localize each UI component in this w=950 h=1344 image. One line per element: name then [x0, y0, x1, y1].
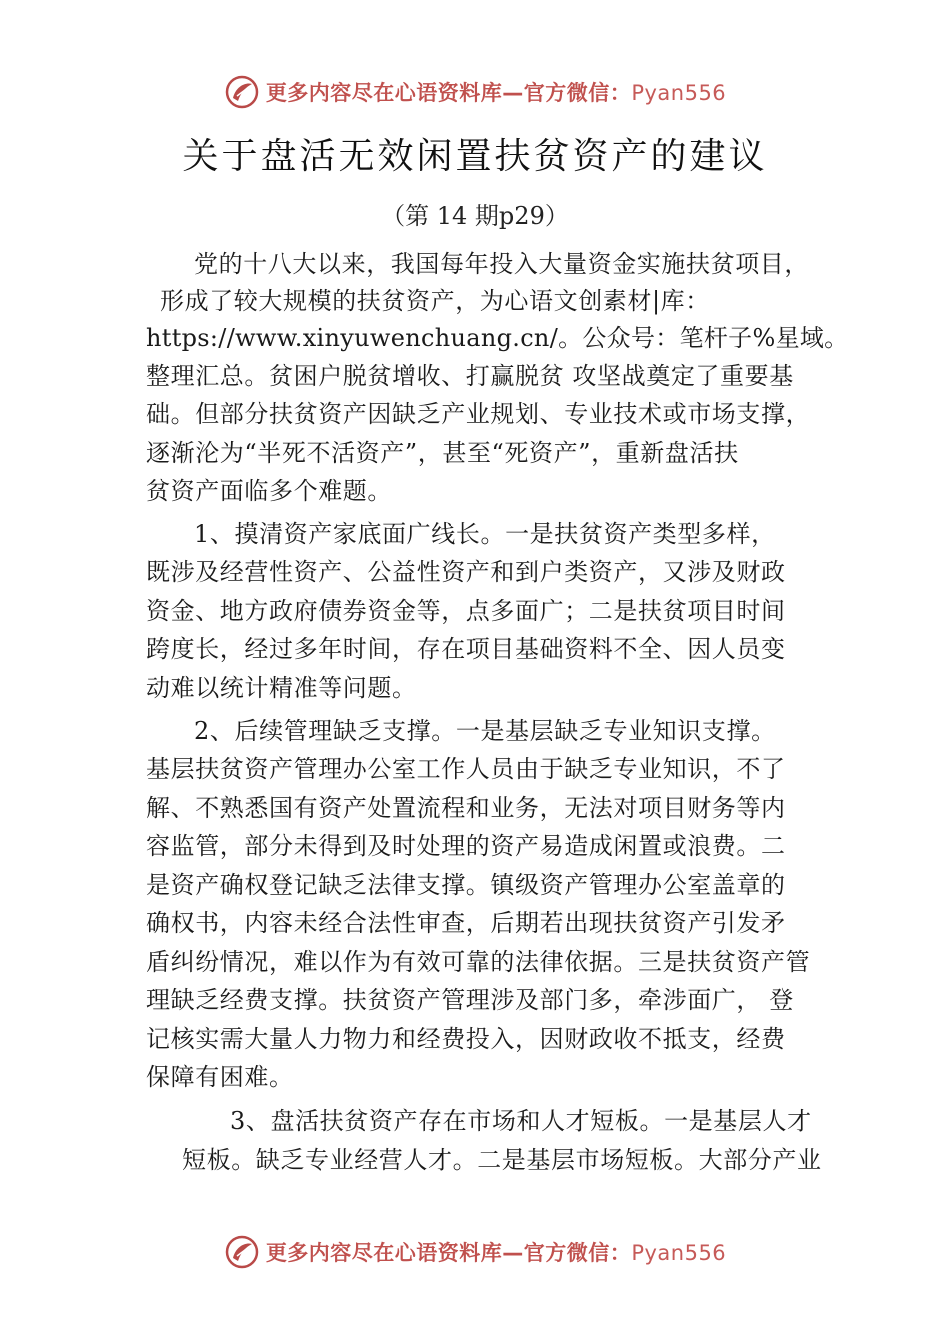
- issue-number: （第 14 期p29）: [381, 202, 569, 230]
- body-line: 3、盘活扶贫资产存在市场和人才短板。一是基层人才: [230, 1107, 812, 1135]
- watermark-banner-top: [0, 70, 950, 114]
- body-line: 既涉及经营性资产、公益性资产和到户类资产，又涉及财政: [146, 558, 786, 586]
- body-line: 保障有困难。: [146, 1063, 294, 1091]
- body-line: 整理汇总。贫困户脱贫增收、打赢脱贫 攻坚战奠定了重要基: [146, 362, 794, 390]
- body-line: 盾纠纷情况，难以作为有效可靠的法律依据。三是扶贫资产管: [146, 948, 811, 976]
- body-line: 理缺乏经费支撑。扶贫资产管理涉及部门多，牵涉面广， 登: [146, 986, 794, 1014]
- body-line: 解、不熟悉国有资产处置流程和业务，无法对项目财务等内: [146, 794, 786, 822]
- body-line: 党的十八大以来，我国每年投入大量资金实施扶贫项目，: [194, 250, 809, 278]
- body-line: 跨度长，经过多年时间，存在项目基础资料不全、因人员变: [146, 635, 786, 663]
- body-line: 容监管，部分未得到及时处理的资产易造成闲置或浪费。二: [146, 832, 786, 860]
- body-line: 础。但部分扶贫资产因缺乏产业规划、专业技术或市场支撑，: [146, 400, 811, 428]
- body-line: 短板。缺乏专业经营人才。二是基层市场短板。大部分产业: [182, 1146, 822, 1174]
- watermark-text: 更多内容尽在心语资料库—官方微信：Pyan556: [265, 81, 727, 105]
- body-line: 确权书，内容未经合法性审查，后期若出现扶贫资产引发矛: [146, 909, 786, 937]
- watermark-banner-bottom: [0, 1230, 950, 1274]
- body-line: 逐渐沦为“半死不活资产”，甚至“死资产”，重新盘活扶: [146, 439, 739, 467]
- body-line: 动难以统计精准等问题。: [146, 674, 417, 702]
- body-line: 资金、地方政府债券资金等，点多面广；二是扶贫项目时间: [146, 597, 786, 625]
- watermark-text: 更多内容尽在心语资料库—官方微信：Pyan556: [265, 1241, 727, 1265]
- body-line: 贫资产面临多个难题。: [146, 477, 392, 505]
- body-line: 1、摸清资产家底面广线长。一是扶贫资产类型多样，: [194, 520, 776, 548]
- body-line: 2、后续管理缺乏支撑。一是基层缺乏专业知识支撑。: [194, 717, 776, 745]
- logo-icon: [224, 1234, 260, 1270]
- document-title: 关于盘活无效闲置扶贫资产的建议: [182, 136, 768, 177]
- body-line: https://www.xinyuwenchuang.cn/。公众号：笔杆子%星域。: [146, 324, 849, 352]
- body-line: 基层扶贫资产管理办公室工作人员由于缺乏专业知识，不了: [146, 755, 786, 783]
- logo-icon: [224, 74, 260, 110]
- body-line: 记核实需大量人力物力和经费投入，因财政收不抵支，经费: [146, 1025, 786, 1053]
- body-line: 是资产确权登记缺乏法律支撑。镇级资产管理办公室盖章的: [146, 871, 786, 899]
- body-line: 形成了较大规模的扶贫资产，为心语文创素材|库：: [160, 287, 710, 315]
